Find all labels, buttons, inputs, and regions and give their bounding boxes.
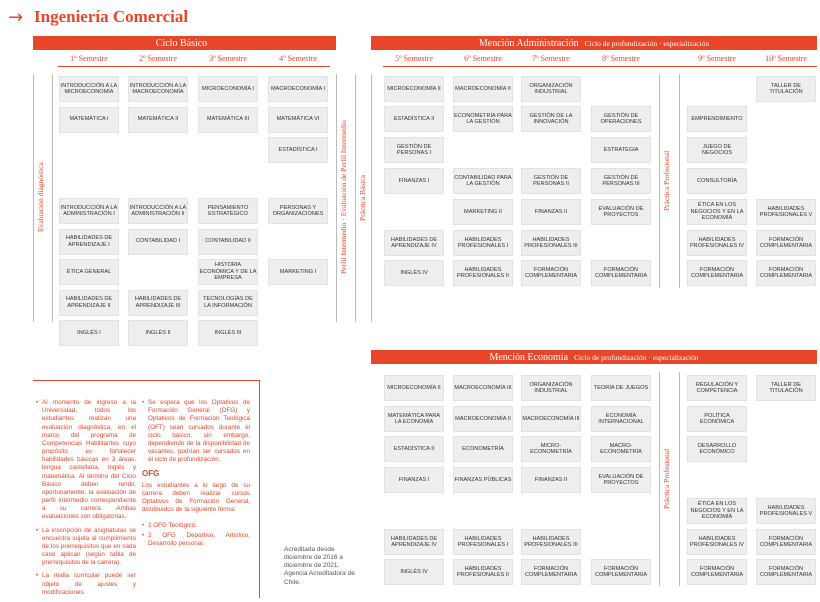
page-title: Ingeniería Comercial	[34, 7, 189, 26]
adm-course-box: ESTADÍSTICA II	[383, 105, 445, 133]
band-adm-label: Mención Administración	[478, 37, 579, 49]
adm-course-box: ORGANIZACIÓN INDUSTRIAL	[520, 75, 582, 103]
divider	[371, 74, 372, 322]
adm-course-box: CONSULTORÍA	[686, 167, 748, 195]
note-item: • Al momento de ingreso a la Universidad, todos los estudiantes realizan una evaluación diagnóstica, en el marco del programa de Competencias Habilitantes cuyo propósito es fortalecer habilidades básicas en 3 áreas: lengua castellana, inglés y matemática. Al término del Ciclo Básico deben rendir, oportunamente, la evaluación de perfil intermedio correspondiente a su carrera. Ambas evaluaciones son obligatorias.	[36, 399, 136, 522]
adm-course-box: ESTRATEGIA	[590, 136, 652, 164]
eco-course-box: FORMACIÓN COMPLEMENTARIA	[755, 528, 817, 556]
ofg-item: • 2 OFG Teológico.	[142, 522, 250, 530]
adm-course-box: EVALUACIÓN DE PROYECTOS	[590, 198, 652, 226]
accreditation-text: Acreditada desde diciembre de 2016 a diciembre de 2021. Agencia Acreditadora de Chile.	[284, 546, 355, 586]
arrow-right-icon: →	[8, 6, 24, 28]
page-header	[8, 5, 188, 29]
adm-course-box: FORMACIÓN COMPLEMENTARIA	[590, 259, 652, 287]
adm-course-box: TALLER DE TITULACIÓN	[755, 75, 817, 103]
basic-course-box: MARKETING I	[267, 258, 329, 286]
eco-course-box: HABILIDADES DE APRENDIZAJE IV	[383, 528, 445, 556]
adm-course-box: GESTIÓN DE PERSONAS II	[520, 167, 582, 195]
eco-course-box: HABILIDADES PROFESIONALES III	[520, 528, 582, 556]
eco-course-box: HABILIDADES PROFESIONALES I	[452, 528, 514, 556]
adm-course-box: JUEGO DE NEGOCIOS	[686, 136, 748, 164]
adm-course-box: FINANZAS I	[383, 167, 445, 195]
eco-course-box: DESARROLLO ECONÓMICO	[686, 435, 748, 463]
divider	[336, 74, 337, 322]
eco-course-box: MACROECONOMÍA III	[452, 374, 514, 402]
ofg-text: Los estudiantes a lo largo de su carrera deben realizar cursos Optativos de Formación General, distribuidos de la siguiente forma:	[142, 481, 250, 514]
band-eco-sub: Ciclo de profundización · especialización	[574, 352, 699, 362]
basic-course-box: INTRODUCCIÓN A LA ADMINISTRACIÓN II	[127, 197, 189, 225]
basic-course-box: ESTADÍSTICA I	[267, 136, 329, 164]
eco-course-box: FORMACIÓN COMPLEMENTARIA	[686, 558, 748, 586]
eval-diagnostica-label: Evaluación diagnóstica	[36, 162, 45, 233]
eco-course-box: ECONOMÍA INTERNACIONAL	[590, 405, 652, 433]
adm-course-box: HABILIDADES PROFESIONALES V	[755, 198, 817, 226]
eco-course-box: HABILIDADES PROFESIONALES II	[452, 558, 514, 586]
eco-course-box: INGLÉS IV	[383, 558, 445, 586]
adm-course-box: GESTIÓN DE PERSONAS I	[383, 136, 445, 164]
semester-4: 4º Semestre	[279, 54, 317, 63]
band-adm-sub: Ciclo de profundización · especialización	[584, 38, 710, 48]
basic-course-box: CONTABILIDAD II	[197, 228, 259, 256]
basic-course-box: INTRODUCCIÓN A LA MACROECONOMÍA	[127, 75, 189, 103]
practica-profesional-label: Práctica Profesional	[662, 150, 671, 212]
practica-profesional-eco-label: Práctica Profesional	[662, 448, 671, 510]
practica-basica-label: Práctica Básica	[358, 174, 367, 221]
semester-8: 8º Semestre	[602, 54, 640, 63]
adm-course-box: HABILIDADES PROFESIONALES II	[452, 259, 514, 287]
basic-course-box: MICROECONOMÍA I	[197, 75, 259, 103]
note-item: • La malla curricular puede ser objeto de ajustes y modificaciones.	[36, 572, 136, 597]
adm-course-box: EMPRENDIMIENTO	[686, 105, 748, 133]
semester-2: 2º Semestre	[139, 54, 177, 63]
adm-course-box: MARKETING II	[452, 198, 514, 226]
band-eco-label: Mención Economía	[489, 351, 569, 363]
notes-top-rule	[33, 380, 259, 381]
eco-course-box: FINANZAS I	[383, 466, 445, 494]
semester-6: 6º Semestre	[464, 54, 502, 63]
basic-course-box: INGLÉS II	[127, 319, 189, 347]
eco-course-box: REGULACIÓN Y COMPETENCIA	[686, 374, 748, 402]
semester-10: 10º Semestre	[765, 54, 807, 63]
adm-course-box: GESTIÓN DE LA INNOVACIÓN	[520, 105, 582, 133]
adm-course-box: CONTABILIDAD PARA LA GESTIÓN	[452, 167, 514, 195]
adm-course-box: HABILIDADES DE APRENDIZAJE IV	[383, 229, 445, 257]
divider	[679, 74, 680, 288]
basic-course-box: HABILIDADES DE APRENDIZAJE I	[58, 228, 120, 256]
semester-5: 5º Semestre	[395, 54, 433, 63]
adm-course-box: FORMACIÓN COMPLEMENTARIA	[755, 229, 817, 257]
basic-course-box: PENSAMIENTO ESTRATÉGICO	[197, 197, 259, 225]
basic-course-box: INTRODUCCIÓN A LA ADMINISTRACIÓN I	[58, 197, 120, 225]
note-item: • La inscripción de asignaturas se encuentra sujeta al cumplimiento de los prerrequisitos que en cada caso aplican (según tabla de prerrequisitos de la carrera).	[36, 527, 136, 568]
basic-course-box: MATEMÁTICA III	[197, 106, 259, 134]
divider	[355, 74, 356, 322]
divider	[659, 74, 660, 288]
notes-right	[142, 399, 250, 553]
adm-course-box: MACROECONOMÍA II	[452, 75, 514, 103]
adm-course-box: GESTIÓN DE PERSONAS III	[590, 167, 652, 195]
note-ofg-intro: • Se espera que los Optativos de Formación General (OFG) y Optativos de Formación Teológica (OFT) sean cursados durante el ciclo básico, sin embargo, dependiendo de la disponibilidad de vacantes, podrían ser cursados en el ciclo de profundización.	[142, 399, 250, 464]
band-mencion-economia	[371, 350, 817, 364]
semester-underline-basic	[58, 66, 330, 67]
band-mencion-administracion	[371, 36, 817, 50]
adm-course-box: FORMACIÓN COMPLEMENTARIA	[686, 259, 748, 287]
adm-course-box: FORMACIÓN COMPLEMENTARIA	[755, 259, 817, 287]
basic-course-box: MATEMÁTICA VI	[267, 106, 329, 134]
eco-course-box: MACROECONOMÍA II	[452, 405, 514, 433]
adm-course-box: FORMACIÓN COMPLEMENTARIA	[520, 259, 582, 287]
eco-course-box: ORGANIZACIÓN INDUSTRIAL	[520, 374, 582, 402]
eco-course-box: FORMACIÓN COMPLEMENTARIA	[520, 558, 582, 586]
basic-course-box: HABILIDADES DE APRENDIZAJE II	[58, 289, 120, 317]
eco-course-box: FINANZAS PÚBLICAS	[452, 466, 514, 494]
eco-course-box: MACROECONOMÍA III	[520, 405, 582, 433]
semester-underline-adm	[383, 66, 817, 67]
basic-course-box: MATEMÁTICA II	[127, 106, 189, 134]
adm-course-box: INGLÉS IV	[383, 259, 445, 287]
basic-course-box: INTRODUCCIÓN A LA MICROECONOMÍA	[58, 75, 120, 103]
adm-course-box: ÉTICA EN LOS NEGOCIOS Y EN LA ECONOMÍA	[686, 198, 748, 226]
eco-course-box: TEORÍA DE JUEGOS	[590, 374, 652, 402]
adm-course-box: HABILIDADES PROFESIONALES I	[452, 229, 514, 257]
basic-course-box: CONTABILIDAD I	[127, 228, 189, 256]
basic-course-box: MACROECONOMÍA I	[267, 75, 329, 103]
basic-course-box: TECNOLOGÍAS DE LA INFORMACIÓN	[197, 289, 259, 317]
eco-course-box: ECONOMETRÍA	[452, 435, 514, 463]
eco-course-box: FORMACIÓN COMPLEMENTARIA	[590, 558, 652, 586]
eval-intermedio-label: Perfil Intermedio · Evaluación de Perfil Intermedio	[339, 120, 348, 275]
semester-9: 9º Semestre	[698, 54, 736, 63]
band-ciclo-basico-label: Ciclo Básico	[155, 37, 208, 49]
semester-7: 7º Semestre	[532, 54, 570, 63]
semester-3: 3º Semestre	[209, 54, 247, 63]
basic-course-box: MATEMÁTICA I	[58, 106, 120, 134]
divider	[52, 74, 53, 322]
basic-course-box: ÉTICA GENERAL	[58, 258, 120, 286]
eco-course-box: FINANZAS II	[520, 466, 582, 494]
eco-course-box: MICROECONOMÍA II	[383, 374, 445, 402]
divider	[679, 372, 680, 586]
band-ciclo-basico	[33, 36, 336, 50]
eco-course-box: POLÍTICA ECONÓMICA	[686, 405, 748, 433]
ofg-item: • 2 OFG Deportivo, Artístico, Desarrollo personal.	[142, 532, 250, 548]
adm-course-box: ECONOMETRÍA PARA LA GESTIÓN	[452, 105, 514, 133]
eco-course-box: HABILIDADES PROFESIONALES IV	[686, 528, 748, 556]
adm-course-box: MICROECONOMÍA II	[383, 75, 445, 103]
eco-course-box: HABILIDADES PROFESIONALES V	[755, 497, 817, 525]
eco-course-box: ÉTICA EN LOS NEGOCIOS Y EN LA ECONOMÍA	[686, 497, 748, 525]
divider	[33, 74, 34, 322]
eco-course-box: FORMACIÓN COMPLEMENTARIA	[755, 558, 817, 586]
eco-course-box: MICRO-ECONOMETRÍA	[520, 435, 582, 463]
adm-course-box: HABILIDADES PROFESIONALES III	[520, 229, 582, 257]
semester-1: 1º Semestre	[70, 54, 108, 63]
basic-course-box: HABILIDADES DE APRENDIZAJE III	[127, 289, 189, 317]
basic-course-box: INGLÉS III	[197, 319, 259, 347]
adm-course-box: FINANZAS II	[520, 198, 582, 226]
adm-course-box: HABILIDADES PROFESIONALES IV	[686, 229, 748, 257]
basic-course-box: INGLÉS I	[58, 319, 120, 347]
divider	[659, 372, 660, 586]
eco-course-box: MACRO-ECONOMETRÍA	[590, 435, 652, 463]
eco-course-box: MATEMÁTICA PARA LA ECONOMÍA	[383, 405, 445, 433]
notes-right-rule	[259, 380, 260, 598]
eco-course-box: TALLER DE TITULACIÓN	[755, 374, 817, 402]
notes-left	[36, 399, 136, 602]
eco-course-box: ESTADÍSTICA II	[383, 435, 445, 463]
eco-course-box: EVALUACIÓN DE PROYECTOS	[590, 466, 652, 494]
basic-course-box: HISTORIA ECONÓMICA Y DE LA EMPRESA	[197, 258, 259, 286]
adm-course-box: GESTIÓN DE OPERACIONES	[590, 105, 652, 133]
basic-course-box: PERSONAS Y ORGANIZACIONES	[267, 197, 329, 225]
ofg-title: OFG	[142, 469, 160, 479]
